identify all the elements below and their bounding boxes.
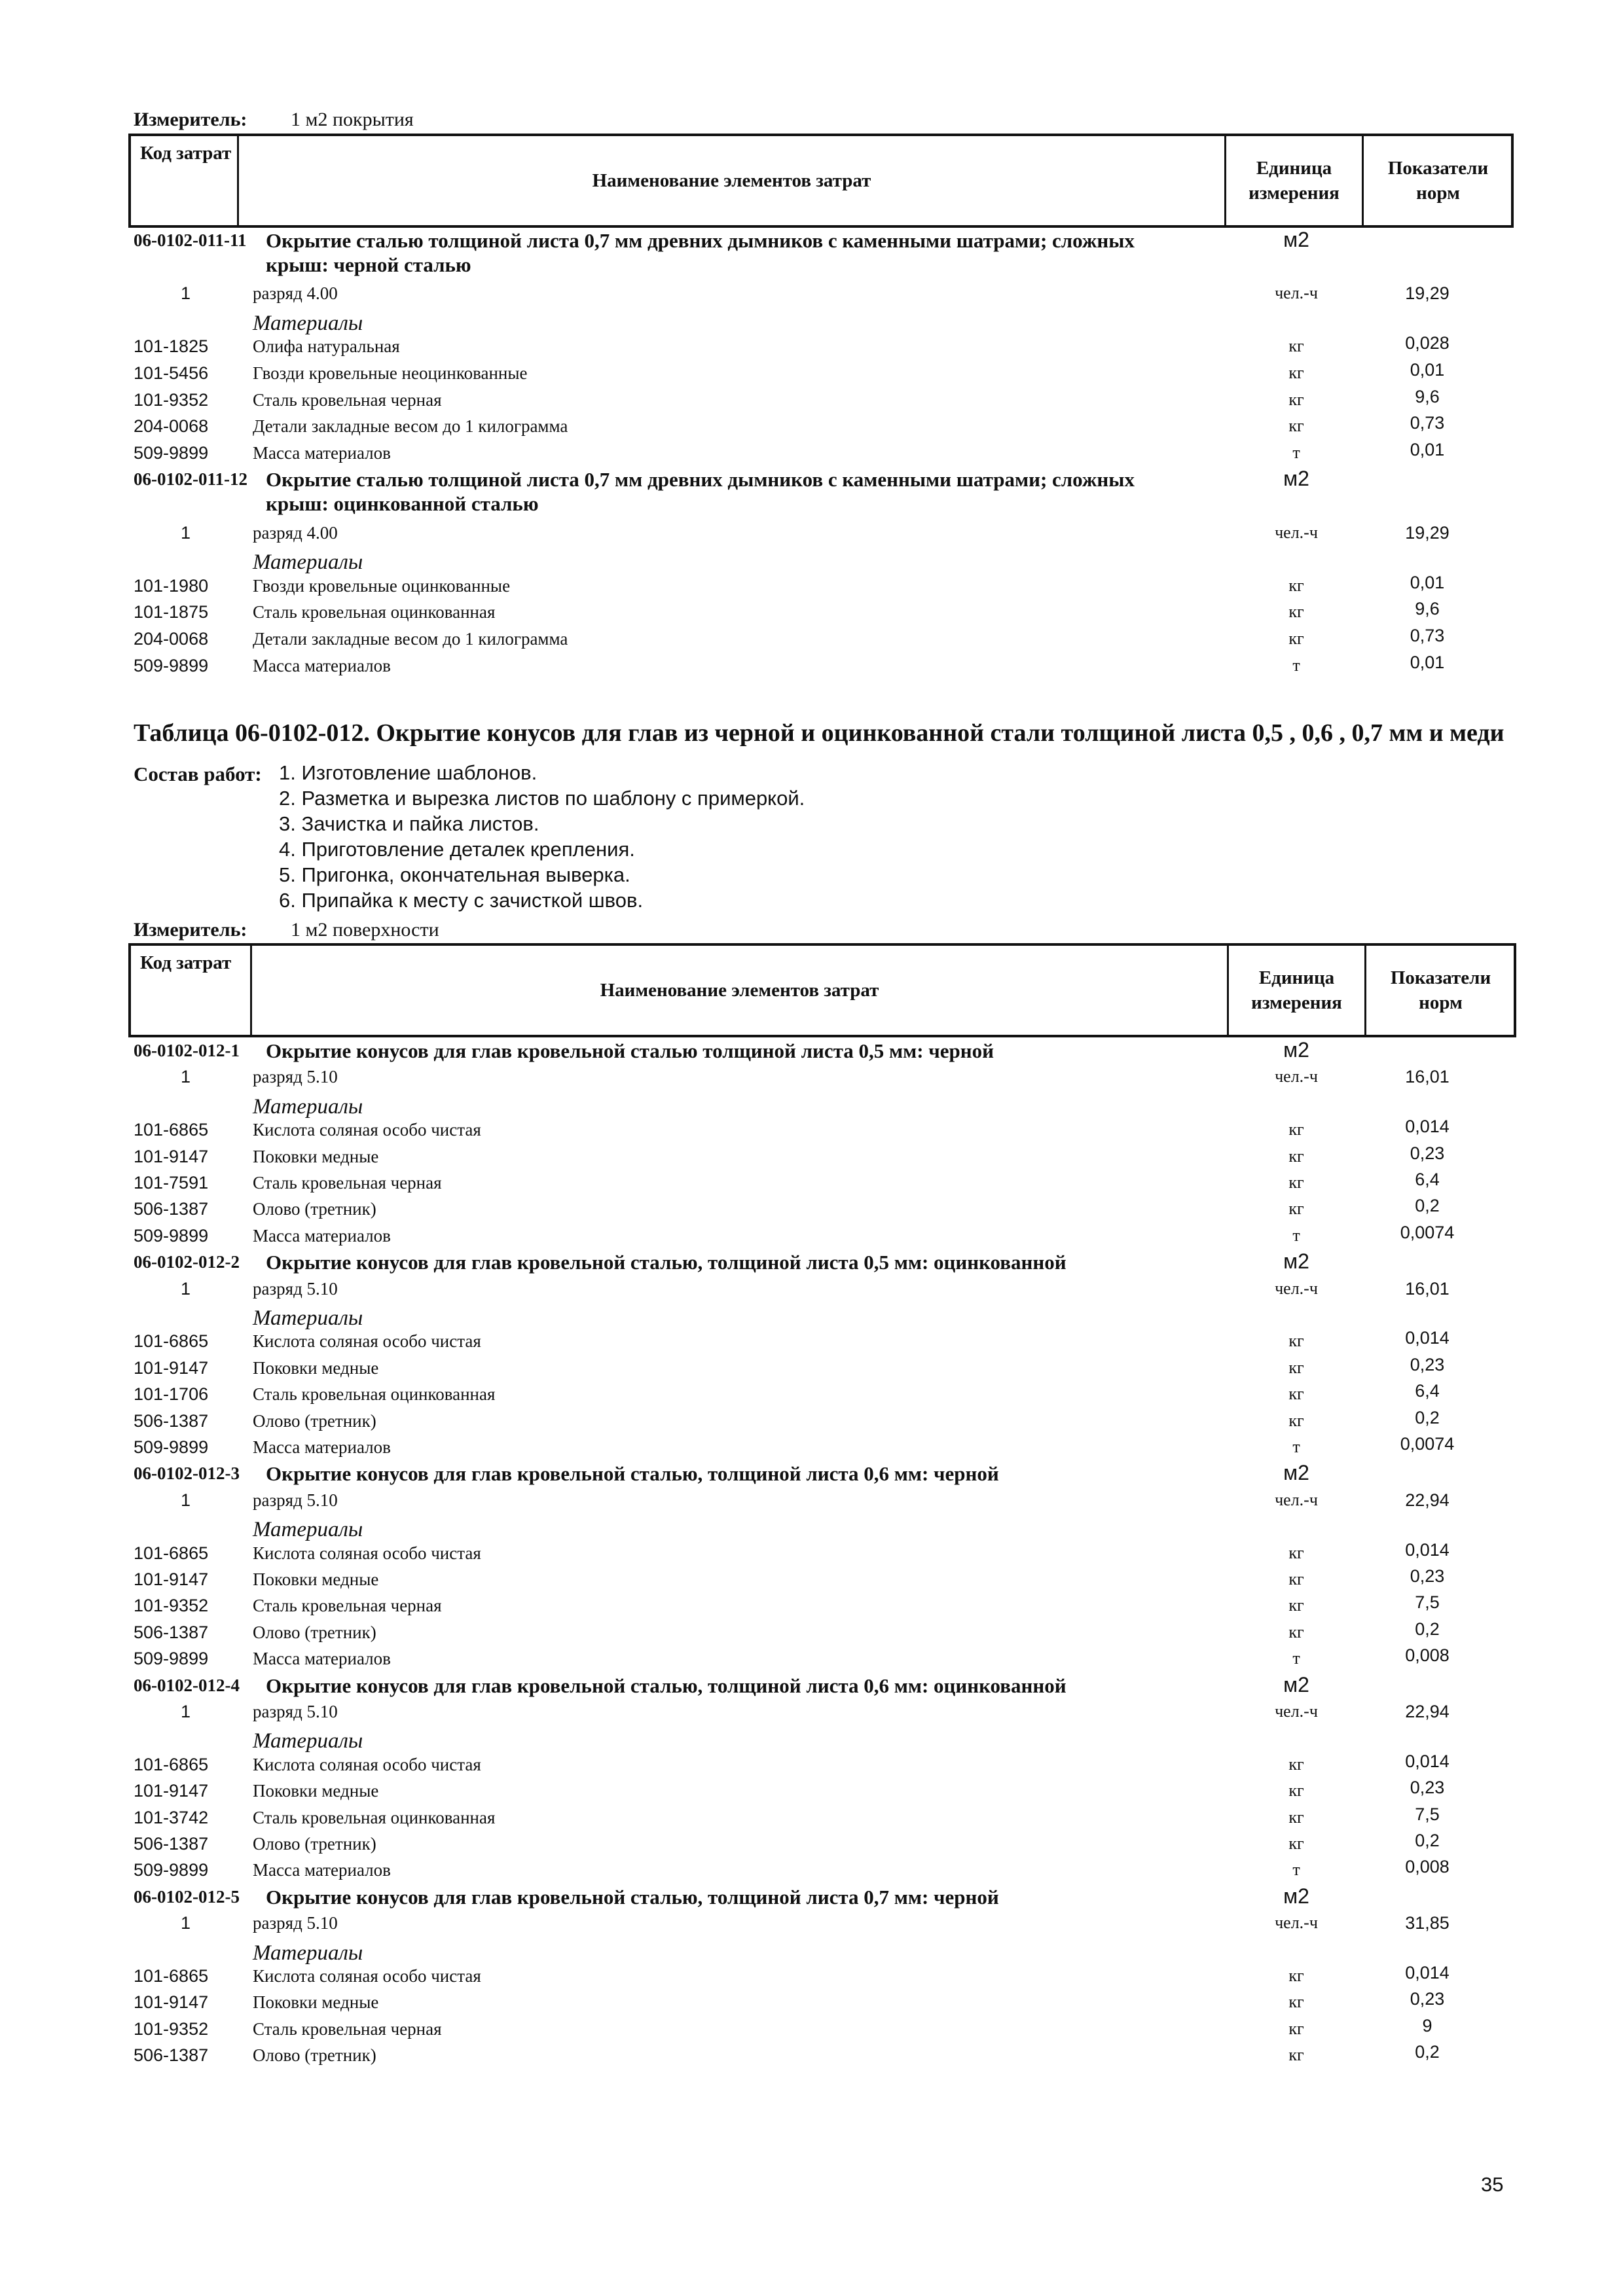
page-number: 35	[1481, 2173, 1504, 2196]
row-code: 101-1980	[134, 575, 209, 596]
row-unit: кг	[1288, 2018, 1304, 2038]
row-code: 101-1706	[134, 1384, 209, 1405]
table-row	[0, 1222, 1623, 1253]
row-unit: кг	[1288, 363, 1304, 382]
row-code: 06-0102-012-4	[134, 1675, 240, 1695]
row-unit: чел.-ч	[1275, 1067, 1318, 1086]
row-code: 204-0068	[134, 629, 209, 649]
row-title: Окрытие сталью толщиной листа 0,7 мм древних дымников с каменными шатрами; сложных	[266, 468, 1135, 492]
header-code: Код затрат	[140, 143, 232, 164]
row-value: 6,4	[1415, 1381, 1440, 1401]
materials-heading: Материалы	[253, 550, 363, 575]
row-unit: м2	[1283, 1884, 1309, 1908]
row-value: 7,5	[1415, 1804, 1440, 1824]
materials-heading: Материалы	[253, 1094, 363, 1119]
row-unit: кг	[1288, 1570, 1304, 1588]
row-title: Окрытие конусов для глав кровельной сталью толщиной листа 0,5 мм: черной	[266, 1039, 994, 1062]
row-value: 7,5	[1415, 1592, 1440, 1613]
table-row	[0, 1702, 1623, 1729]
row-code: 101-3742	[134, 1807, 209, 1827]
table-row	[0, 1279, 1623, 1306]
header-name: Наименование элементов затрат	[250, 946, 1227, 1035]
row-unit: чел.-ч	[1275, 1490, 1318, 1509]
row-value: 22,94	[1405, 1490, 1450, 1510]
row-code: 1	[181, 283, 191, 304]
row-name: Олифа натуральная	[253, 336, 400, 357]
row-code: 06-0102-012-1	[134, 1041, 240, 1060]
row-unit: т	[1292, 442, 1300, 462]
header-unit: Единица измерения	[1224, 136, 1362, 225]
row-value: 0,2	[1415, 1407, 1440, 1427]
row-value: 0,23	[1410, 1566, 1445, 1586]
row-unit: чел.-ч	[1275, 1913, 1318, 1933]
row-name: Гвозди кровельные оцинкованные	[253, 575, 511, 596]
row-unit: кг	[1288, 1966, 1304, 1985]
table-row	[0, 1434, 1623, 1464]
measure-value-2: 1 м2 поверхности	[291, 919, 439, 941]
row-unit: т	[1292, 1225, 1300, 1245]
row-code: 06-0102-012-5	[134, 1886, 240, 1907]
row-name: разряд 5.10	[253, 1278, 338, 1299]
materials-heading: Материалы	[253, 1518, 363, 1542]
table-row	[0, 469, 1623, 496]
row-name: Олово (третник)	[253, 2045, 376, 2066]
table-row	[0, 523, 1623, 550]
row-unit: м2	[1283, 1672, 1309, 1696]
measure-label-2: Измеритель:	[134, 919, 247, 941]
row-unit: кг	[1288, 389, 1304, 409]
row-title: Окрытие конусов для глав кровельной сталью, толщиной листа 0,5 мм: оцинкованной	[266, 1251, 1067, 1274]
row-code: 509-9899	[134, 442, 209, 463]
row-title-continued: крыш: черной сталью	[266, 253, 471, 276]
table-row	[0, 1672, 1623, 1702]
row-value: 22,94	[1405, 1702, 1450, 1721]
row-name: Сталь кровельная оцинкованная	[253, 602, 496, 622]
row-value: 0,0074	[1400, 1434, 1455, 1454]
header-unit: Единица измерения	[1227, 946, 1364, 1035]
row-title: Окрытие конусов для глав кровельной сталью, толщиной листа 0,7 мм: черной	[266, 1885, 999, 1909]
row-code: 506-1387	[134, 1199, 209, 1219]
table-row	[0, 1857, 1623, 1887]
row-unit: кг	[1288, 1173, 1304, 1192]
row-value: 0,01	[1410, 572, 1445, 592]
row-name: разряд 5.10	[253, 1913, 338, 1933]
row-unit: кг	[1288, 1410, 1304, 1430]
table-row	[0, 2042, 1623, 2072]
row-value: 9,6	[1415, 386, 1440, 406]
row-unit: м2	[1283, 1461, 1309, 1485]
table-title: Таблица 06-0102-012. Окрытие конусов для глав из черной и оцинкованной стали толщиной листа 0,5 , 0,6 , 0,7 мм и меди	[134, 719, 1504, 747]
row-unit: кг	[1288, 629, 1304, 648]
row-code: 101-6865	[134, 1966, 209, 1986]
row-unit: кг	[1288, 1120, 1304, 1139]
row-title: Окрытие сталью толщиной листа 0,7 мм древних дымников с каменными шатрами; сложных	[266, 229, 1135, 252]
row-name: Сталь кровельная оцинкованная	[253, 1807, 496, 1827]
row-name: Поковки медные	[253, 1357, 379, 1378]
row-value: 9	[1422, 2015, 1432, 2036]
works-item: 4. Приготовление деталек крепления.	[279, 838, 635, 861]
row-code: 509-9899	[134, 1860, 209, 1880]
row-code: 506-1387	[134, 1410, 209, 1431]
row-unit: кг	[1288, 1622, 1304, 1641]
row-unit: кг	[1288, 2045, 1304, 2065]
row-value: 16,01	[1405, 1278, 1450, 1299]
row-code: 506-1387	[134, 1622, 209, 1642]
row-code: 204-0068	[134, 416, 209, 437]
row-code: 101-9147	[134, 1357, 209, 1378]
row-name: Олово (третник)	[253, 1199, 376, 1219]
row-name: Кислота соляная особо чистая	[253, 1120, 481, 1140]
row-unit: кг	[1288, 1754, 1304, 1774]
measure-value: 1 м2 покрытия	[291, 109, 414, 130]
row-unit: кг	[1288, 336, 1304, 356]
row-value: 9,6	[1415, 599, 1440, 619]
row-unit: кг	[1288, 575, 1304, 595]
header-name: Наименование элементов затрат	[237, 136, 1224, 225]
row-code: 1	[181, 1702, 191, 1721]
row-unit: кг	[1288, 1596, 1304, 1615]
works-item: 1. Изготовление шаблонов.	[279, 761, 538, 784]
row-code: 101-9147	[134, 1570, 209, 1589]
row-code: 101-6865	[134, 1331, 209, 1352]
row-name: Олово (третник)	[253, 1622, 376, 1642]
header-value: Показатели норм	[1362, 136, 1512, 225]
row-unit: кг	[1288, 602, 1304, 622]
row-unit: кг	[1288, 1384, 1304, 1404]
row-unit: кг	[1288, 416, 1304, 436]
row-name: Олово (третник)	[253, 1834, 376, 1854]
row-name: Масса материалов	[253, 442, 391, 463]
row-value: 0,014	[1405, 1117, 1450, 1137]
row-value: 0,014	[1405, 1963, 1450, 1982]
row-name: Сталь кровельная оцинкованная	[253, 1384, 496, 1405]
table-row	[0, 492, 1623, 523]
works-item: 5. Пригонка, окончательная выверка.	[279, 863, 630, 886]
row-code: 101-9352	[134, 389, 209, 410]
row-name: Сталь кровельная черная	[253, 1173, 442, 1193]
row-value: 0,23	[1410, 1354, 1445, 1374]
header-code: Код затрат	[140, 952, 232, 973]
row-unit: кг	[1288, 1807, 1304, 1827]
table-row	[0, 1067, 1623, 1094]
row-code: 06-0102-012-2	[134, 1252, 240, 1272]
row-value: 0,2	[1415, 1196, 1440, 1216]
row-value: 16,01	[1405, 1067, 1450, 1087]
row-value: 0,008	[1405, 1645, 1450, 1666]
row-code: 101-7591	[134, 1173, 209, 1193]
row-value: 31,85	[1405, 1913, 1450, 1933]
row-name: Масса материалов	[253, 655, 391, 675]
row-name: Сталь кровельная черная	[253, 1596, 442, 1616]
table-header-1	[128, 134, 1514, 228]
row-unit: м2	[1283, 228, 1309, 251]
row-name: разряд 5.10	[253, 1067, 338, 1087]
row-code: 506-1387	[134, 2045, 209, 2066]
row-code: 1	[181, 1067, 191, 1087]
row-unit: кг	[1288, 1146, 1304, 1166]
row-code: 509-9899	[134, 1649, 209, 1669]
row-unit: кг	[1288, 1781, 1304, 1801]
row-code: 101-1875	[134, 602, 209, 622]
row-unit: кг	[1288, 1357, 1304, 1377]
row-name: Масса материалов	[253, 1225, 391, 1246]
row-unit: чел.-ч	[1275, 522, 1318, 542]
row-unit: чел.-ч	[1275, 1702, 1318, 1721]
works-item: 6. Припайка к месту с зачисткой швов.	[279, 889, 644, 912]
materials-heading: Материалы	[253, 1729, 363, 1753]
row-value: 0,0074	[1400, 1222, 1455, 1242]
row-value: 0,2	[1415, 2042, 1440, 2062]
row-unit: т	[1292, 655, 1300, 675]
row-unit: кг	[1288, 1992, 1304, 2012]
row-value: 0,23	[1410, 1989, 1445, 2009]
row-title: Окрытие конусов для глав кровельной сталью, толщиной листа 0,6 мм: черной	[266, 1462, 999, 1486]
row-code: 101-9147	[134, 1146, 209, 1166]
materials-heading: Материалы	[253, 311, 363, 335]
row-unit: м2	[1283, 467, 1309, 491]
row-unit: чел.-ч	[1275, 283, 1318, 303]
row-value: 0,01	[1410, 360, 1445, 380]
row-code: 101-5456	[134, 363, 209, 383]
row-code: 509-9899	[134, 1437, 209, 1457]
row-unit: чел.-ч	[1275, 1278, 1318, 1298]
row-unit: т	[1292, 1437, 1300, 1456]
row-code: 06-0102-012-3	[134, 1463, 240, 1484]
row-code: 509-9899	[134, 655, 209, 675]
row-name: Поковки медные	[253, 1992, 379, 2013]
row-unit: м2	[1283, 1038, 1309, 1062]
row-unit: т	[1292, 1860, 1300, 1880]
works-item: 2. Разметка и вырезка листов по шаблону с примеркой.	[279, 787, 805, 810]
row-title: Окрытие конусов для глав кровельной сталью, толщиной листа 0,6 мм: оцинкованной	[266, 1674, 1067, 1697]
row-value: 0,73	[1410, 413, 1445, 433]
row-value: 0,014	[1405, 1751, 1450, 1771]
materials-heading: Материалы	[253, 1941, 363, 1965]
row-code: 101-9147	[134, 1781, 209, 1801]
row-code: 101-6865	[134, 1754, 209, 1774]
table-row	[0, 1463, 1623, 1490]
row-name: разряд 4.00	[253, 522, 338, 543]
measure-label: Измеритель:	[134, 109, 247, 130]
row-name: Масса материалов	[253, 1649, 391, 1669]
row-value: 0,014	[1405, 1328, 1450, 1348]
table-row	[0, 1249, 1623, 1279]
row-code: 101-6865	[134, 1120, 209, 1140]
row-name: Поковки медные	[253, 1570, 379, 1589]
row-name: Кислота соляная особо чистая	[253, 1754, 481, 1774]
row-name: Кислота соляная особо чистая	[253, 1331, 481, 1352]
table-row	[0, 1913, 1623, 1940]
row-unit: кг	[1288, 1543, 1304, 1562]
works-label: Состав работ:	[134, 762, 262, 785]
row-code: 101-9352	[134, 2018, 209, 2039]
table-row	[0, 1490, 1623, 1517]
row-code: 1	[181, 1278, 191, 1299]
works-item: 3. Зачистка и пайка листов.	[279, 812, 539, 835]
row-name: Детали закладные весом до 1 килограмма	[253, 416, 568, 437]
row-value: 0,01	[1410, 439, 1445, 459]
row-name: Поковки медные	[253, 1146, 379, 1166]
row-name: разряд 5.10	[253, 1490, 338, 1510]
row-name: Детали закладные весом до 1 килограмма	[253, 629, 568, 649]
row-code: 1	[181, 522, 191, 543]
row-code: 506-1387	[134, 1834, 209, 1854]
table-row	[0, 253, 1623, 284]
header-value: Показатели норм	[1364, 946, 1515, 1035]
row-value: 19,29	[1405, 522, 1450, 543]
table-row	[0, 230, 1623, 257]
row-code: 101-1825	[134, 336, 209, 357]
row-name: Поковки медные	[253, 1781, 379, 1801]
table-header-2	[128, 943, 1516, 1037]
row-value: 6,4	[1415, 1170, 1440, 1189]
row-name: Кислота соляная особо чистая	[253, 1543, 481, 1563]
table-row	[0, 1884, 1623, 1914]
row-name: Сталь кровельная черная	[253, 2018, 442, 2039]
row-code: 06-0102-011-11	[134, 230, 247, 250]
row-value: 0,73	[1410, 626, 1445, 645]
row-value: 0,014	[1405, 1539, 1450, 1560]
row-name: Гвозди кровельные неоцинкованные	[253, 363, 528, 383]
row-code: 101-6865	[134, 1543, 209, 1563]
row-name: Олово (третник)	[253, 1410, 376, 1431]
row-name: разряд 5.10	[253, 1702, 338, 1721]
table-row	[0, 1645, 1623, 1676]
row-unit: кг	[1288, 1331, 1304, 1351]
row-name: Масса материалов	[253, 1860, 391, 1880]
row-value: 0,028	[1405, 333, 1450, 353]
row-code: 1	[181, 1490, 191, 1510]
row-unit: кг	[1288, 1199, 1304, 1219]
table-row	[0, 283, 1623, 310]
materials-heading: Материалы	[253, 1306, 363, 1330]
row-name: Масса материалов	[253, 1437, 391, 1457]
table-row	[0, 439, 1623, 470]
row-code: 509-9899	[134, 1225, 209, 1246]
table-row	[0, 652, 1623, 683]
row-name: разряд 4.00	[253, 283, 338, 304]
row-value: 0,2	[1415, 1619, 1440, 1639]
row-value: 19,29	[1405, 283, 1450, 304]
row-unit: кг	[1288, 1834, 1304, 1853]
row-unit: т	[1292, 1649, 1300, 1668]
row-name: Кислота соляная особо чистая	[253, 1966, 481, 1986]
row-title-continued: крыш: оцинкованной сталью	[266, 492, 539, 515]
row-code: 101-9352	[134, 1596, 209, 1616]
row-code: 1	[181, 1913, 191, 1933]
row-value: 0,23	[1410, 1143, 1445, 1163]
row-value: 0,01	[1410, 652, 1445, 672]
row-value: 0,23	[1410, 1778, 1445, 1798]
table-row	[0, 1038, 1623, 1067]
row-code: 101-9147	[134, 1992, 209, 2013]
row-name: Сталь кровельная черная	[253, 389, 442, 410]
row-unit: м2	[1283, 1249, 1309, 1274]
row-code: 06-0102-011-12	[134, 469, 247, 490]
row-value: 0,008	[1405, 1857, 1450, 1877]
row-value: 0,2	[1415, 1831, 1440, 1850]
